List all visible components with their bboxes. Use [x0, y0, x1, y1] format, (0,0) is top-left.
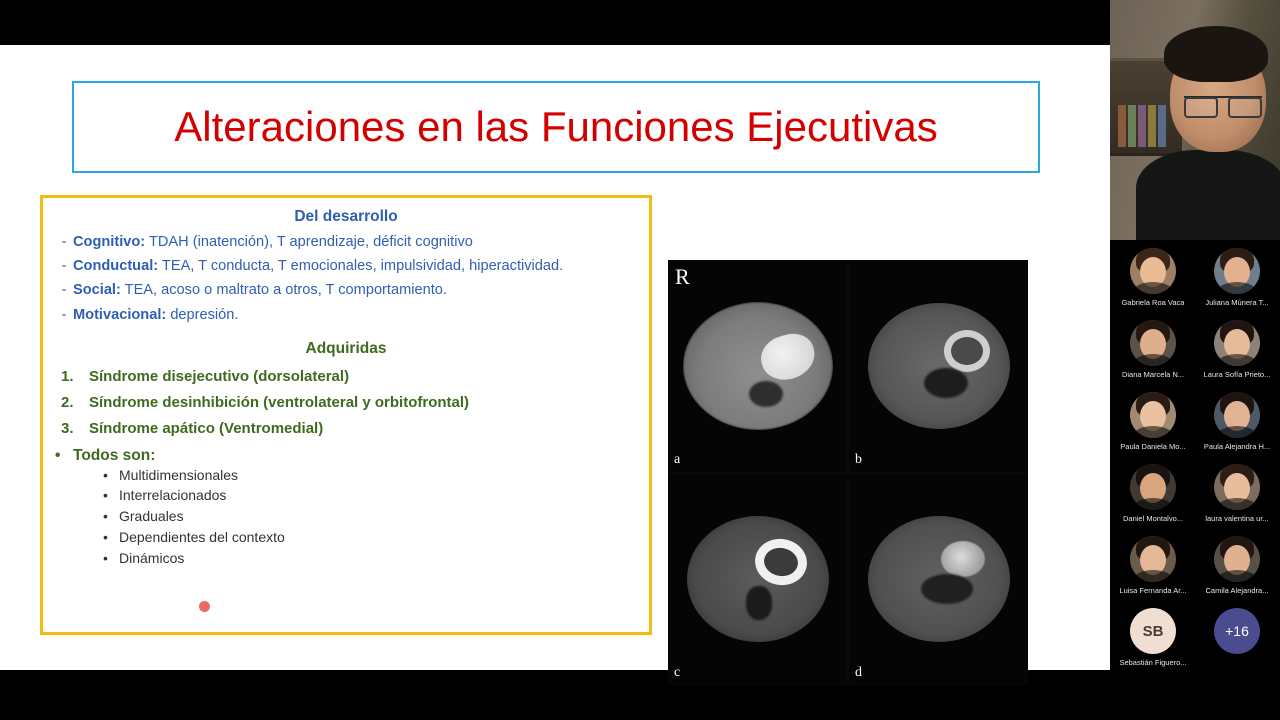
avatar [1214, 536, 1260, 582]
list-marker: 2. [61, 394, 74, 412]
panel-label: d [855, 665, 862, 680]
list-item [55, 234, 637, 251]
list-item [55, 307, 637, 324]
participants-rail [1110, 0, 1280, 720]
list-item-text: Dependientes del contexto [119, 529, 285, 546]
lesion-region [751, 535, 810, 589]
participant-name: Gabriela Roa Vaca [1121, 298, 1185, 307]
list-item-label: Motivacional: [73, 306, 167, 323]
avatar-initials: SB [1130, 608, 1176, 654]
participant-name: Luisa Fernanda Ar... [1119, 586, 1187, 595]
lesion-region [756, 329, 820, 385]
list-marker: • [103, 529, 108, 546]
participant-tile[interactable] [1198, 320, 1276, 392]
participant-name: Laura Sofía Prieto... [1203, 370, 1271, 379]
orientation-marker: R [675, 264, 690, 289]
scan-panel-d [849, 474, 1028, 686]
overflow-count: +16 [1214, 608, 1260, 654]
participant-name: Diana Marcela N... [1121, 370, 1185, 379]
developmental-heading: Del desarrollo [294, 208, 398, 225]
list-item-text: TEA, T conducta, T emocionales, impulsividad, hiperactividad. [161, 258, 564, 275]
avatar [1130, 320, 1176, 366]
brain-scan-figure [668, 260, 1028, 685]
mri-head-image [868, 516, 1010, 642]
participant-tile[interactable] [1198, 392, 1276, 464]
list-marker: - [61, 282, 67, 299]
list-item-text: TEA, acoso o maltrato a otros, T comportamiento. [124, 282, 447, 299]
lesion-region [941, 541, 985, 577]
list-marker: 3. [61, 420, 74, 438]
glasses-icon [1184, 96, 1262, 116]
list-item-text: Síndrome apático (Ventromedial) [89, 420, 324, 438]
list-marker: 1. [61, 367, 74, 385]
list-item [55, 550, 637, 567]
avatar [1214, 248, 1260, 294]
panel-label: c [674, 665, 681, 680]
list-item [55, 529, 637, 546]
participant-name: Sebastián Figuero... [1119, 658, 1187, 667]
list-item [55, 487, 637, 504]
slide-content-box [40, 195, 652, 635]
participant-tile[interactable] [1114, 248, 1192, 320]
participant-name: Paula Daniela Mo... [1120, 442, 1186, 451]
participant-tile[interactable] [1114, 320, 1192, 392]
presentation-slide [0, 45, 1110, 680]
speaker-torso [1136, 150, 1280, 240]
scan-panel-c [668, 474, 847, 686]
mri-head-image [687, 516, 829, 642]
list-marker: - [61, 258, 67, 275]
list-item-text: Multidimensionales [119, 466, 239, 483]
participant-tile[interactable] [1114, 464, 1192, 536]
scan-panel-b [849, 260, 1028, 472]
list-marker: • [103, 466, 108, 483]
speaker-hair [1164, 26, 1268, 82]
avatar [1130, 536, 1176, 582]
acquired-heading: Adquiridas [305, 339, 387, 357]
participant-name: Camila Alejandra... [1205, 586, 1269, 595]
participant-name: laura valentina ur... [1205, 514, 1269, 523]
scan-panel-a [668, 260, 847, 472]
list-item [55, 420, 637, 437]
list-marker: • [55, 446, 61, 464]
participants-overflow-tile[interactable] [1198, 608, 1276, 680]
list-item-label: Social: [73, 282, 121, 299]
list-item [55, 258, 637, 275]
mri-head-image [868, 303, 1010, 429]
list-item-text: depresión. [170, 306, 239, 323]
participant-tile[interactable] [1114, 392, 1192, 464]
avatar [1130, 464, 1176, 510]
list-marker: - [61, 306, 67, 323]
list-item [55, 394, 637, 411]
list-marker: • [103, 549, 108, 566]
avatar [1214, 320, 1260, 366]
avatar [1214, 464, 1260, 510]
list-marker: • [103, 487, 108, 504]
list-marker: • [103, 508, 108, 525]
list-item-text: Interrelacionados [119, 487, 227, 504]
list-item-text: Graduales [119, 508, 184, 525]
summary-label: Todos son: [73, 446, 156, 464]
panel-label: b [855, 451, 862, 467]
list-item-text: TDAH (inatención), T aprendizaje, déficit cognitivo [148, 234, 473, 250]
avatar [1130, 392, 1176, 438]
ventricle-region [921, 574, 973, 604]
list-item-text: Síndrome disejecutivo (dorsolateral) [89, 367, 350, 385]
slide-title-box [72, 81, 1040, 173]
page-title: Alteraciones en las Funciones Ejecutivas [174, 103, 938, 150]
ventricle-region [746, 586, 772, 620]
list-marker: - [61, 234, 67, 250]
avatar [1130, 248, 1176, 294]
ventricle-region [924, 368, 968, 398]
list-item-label: Cognitivo: [73, 234, 146, 250]
list-item [55, 282, 637, 299]
participant-tile[interactable] [1198, 464, 1276, 536]
list-item [55, 508, 637, 525]
summary-row [55, 447, 637, 465]
panel-label: a [674, 451, 681, 467]
self-view-video[interactable] [1110, 0, 1280, 240]
list-item [55, 368, 637, 385]
mouse-cursor-dot [199, 601, 210, 612]
participant-name: Juliana Múnera T... [1205, 298, 1269, 307]
list-item-text: Síndrome desinhibición (ventrolateral y orbitofrontal) [89, 394, 470, 412]
list-item-text: Dinámicos [119, 549, 185, 566]
ventricle-region [749, 381, 783, 407]
participant-tile[interactable] [1114, 536, 1192, 608]
participant-tile[interactable] [1198, 248, 1276, 320]
participant-name: Daniel Montalvo... [1122, 514, 1184, 523]
participant-tile[interactable] [1198, 536, 1276, 608]
ct-head-image [683, 302, 833, 430]
list-item [55, 467, 637, 484]
participant-tiles [1110, 244, 1280, 674]
lesion-region [944, 330, 990, 372]
participant-tile[interactable] [1114, 608, 1192, 680]
participant-name: Paula Alejandra H... [1203, 442, 1271, 451]
list-item-label: Conductual: [73, 258, 159, 275]
avatar [1214, 392, 1260, 438]
